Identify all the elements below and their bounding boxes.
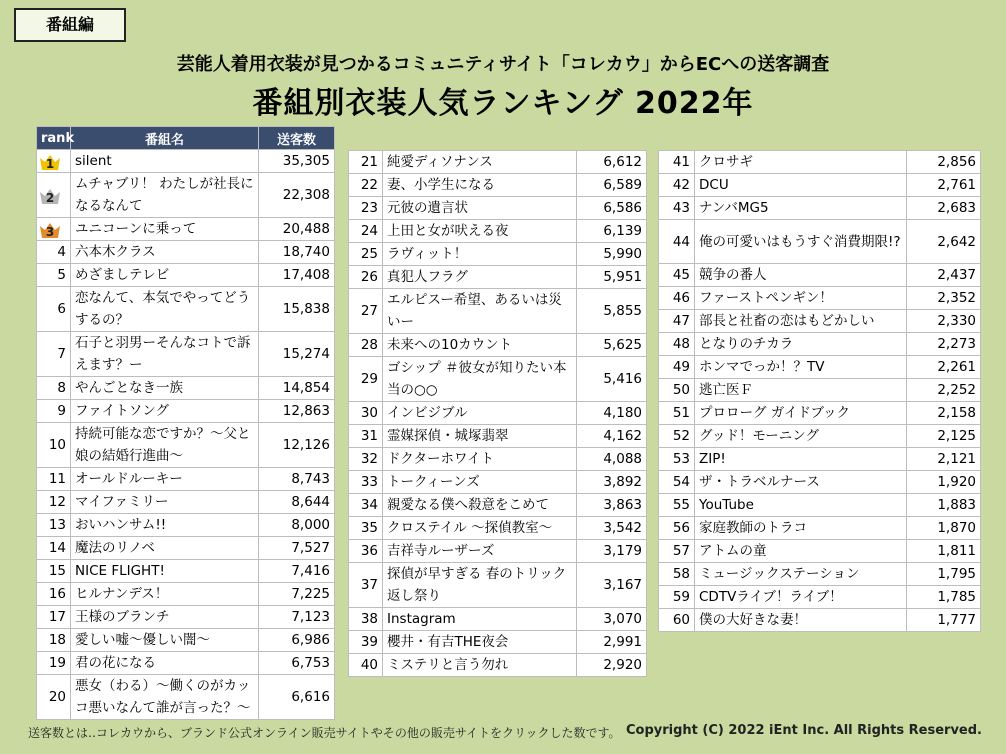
program-name: ミステリと言う勿れ xyxy=(383,654,577,677)
referral-count: 22,308 xyxy=(259,173,335,218)
rank-number: 8 xyxy=(37,377,71,400)
referral-count: 2,158 xyxy=(907,402,981,425)
referral-count: 2,856 xyxy=(907,151,981,174)
ranking-row xyxy=(659,220,981,264)
ranking-row xyxy=(349,425,647,448)
ranking-row xyxy=(349,448,647,471)
program-name: Instagram xyxy=(383,608,577,631)
ranking-table-3 xyxy=(658,150,981,632)
rank-number: 16 xyxy=(37,583,71,606)
program-name: ZIP! xyxy=(695,448,907,471)
referral-count: 8,000 xyxy=(259,514,335,537)
referral-count: 4,162 xyxy=(577,425,647,448)
program-name: ザ・トラベルナース xyxy=(695,471,907,494)
rank-number: 39 xyxy=(349,631,383,654)
referral-count: 5,951 xyxy=(577,266,647,289)
ranking-row xyxy=(349,243,647,266)
rank-number: 23 xyxy=(349,197,383,220)
ranking-row xyxy=(37,514,335,537)
referral-count: 2,125 xyxy=(907,425,981,448)
rank-number: 42 xyxy=(659,174,695,197)
ranking-row xyxy=(37,150,335,173)
rank-number: 44 xyxy=(659,220,695,264)
ranking-row xyxy=(349,151,647,174)
referral-count: 3,892 xyxy=(577,471,647,494)
program-name: 未来への10カウント xyxy=(383,334,577,357)
rank-number: 47 xyxy=(659,310,695,333)
referral-count: 3,070 xyxy=(577,608,647,631)
referral-count: 2,261 xyxy=(907,356,981,379)
ranking-row xyxy=(37,264,335,287)
rank-number: 35 xyxy=(349,517,383,540)
program-name: ゴシップ ＃彼女が知りたい本当の○○ xyxy=(383,357,577,402)
ranking-row xyxy=(349,494,647,517)
referral-count: 8,743 xyxy=(259,468,335,491)
ranking-table-2 xyxy=(348,150,647,677)
ranking-row xyxy=(37,332,335,377)
rank-number: 38 xyxy=(349,608,383,631)
rank-number: 2 xyxy=(45,191,55,205)
ranking-row xyxy=(349,402,647,425)
program-name: グッド！モーニング xyxy=(695,425,907,448)
header-name: 番組名 xyxy=(71,127,259,150)
referral-count: 14,854 xyxy=(259,377,335,400)
ranking-row xyxy=(349,471,647,494)
rank-number: 9 xyxy=(37,400,71,423)
referral-count: 3,179 xyxy=(577,540,647,563)
header-value: 送客数 xyxy=(259,127,335,150)
referral-count: 2,330 xyxy=(907,310,981,333)
program-name: となりのチカラ xyxy=(695,333,907,356)
program-name: ミュージックステーション xyxy=(695,563,907,586)
category-badge: 番組編 xyxy=(14,8,126,42)
referral-count: 2,273 xyxy=(907,333,981,356)
program-name: クロサギ xyxy=(695,151,907,174)
rank-number: 33 xyxy=(349,471,383,494)
program-name: 霊媒探偵・城塚翡翠 xyxy=(383,425,577,448)
rank-crown-cell xyxy=(37,150,71,173)
rank-number: 46 xyxy=(659,287,695,310)
ranking-row xyxy=(659,586,981,609)
program-name: トークィーンズ xyxy=(383,471,577,494)
ranking-row xyxy=(37,652,335,675)
ranking-row xyxy=(659,494,981,517)
program-name: ホンマでっか！？TV xyxy=(695,356,907,379)
referral-count: 5,990 xyxy=(577,243,647,266)
rank-number: 59 xyxy=(659,586,695,609)
rank-number: 41 xyxy=(659,151,695,174)
copyright: Copyright (C) 2022 iEnt Inc. All Rights Reserved. xyxy=(625,723,982,738)
ranking-row xyxy=(37,241,335,264)
program-name: 恋なんて、本気でやってどうするの？ xyxy=(71,287,259,332)
referral-count: 2,121 xyxy=(907,448,981,471)
referral-count: 6,753 xyxy=(259,652,335,675)
ranking-row xyxy=(659,540,981,563)
program-name: オールドルーキー xyxy=(71,468,259,491)
rank-number: 56 xyxy=(659,517,695,540)
ranking-row xyxy=(349,174,647,197)
rank-number: 10 xyxy=(37,423,71,468)
program-name: クロステイル ～探偵教室～ xyxy=(383,517,577,540)
ranking-row xyxy=(659,517,981,540)
referral-count: 2,252 xyxy=(907,379,981,402)
ranking-row xyxy=(37,173,335,218)
rank-number: 51 xyxy=(659,402,695,425)
ranking-row xyxy=(659,402,981,425)
program-name: 王様のブランチ xyxy=(71,606,259,629)
program-name: 逃亡医Ｆ xyxy=(695,379,907,402)
referral-count: 35,305 xyxy=(259,150,335,173)
ranking-row xyxy=(349,334,647,357)
referral-count: 7,123 xyxy=(259,606,335,629)
rank-number: 58 xyxy=(659,563,695,586)
program-name: 六本木クラス xyxy=(71,241,259,264)
ranking-row xyxy=(659,174,981,197)
rank-number: 52 xyxy=(659,425,695,448)
ranking-row xyxy=(659,425,981,448)
rank-number: 34 xyxy=(349,494,383,517)
referral-count: 15,838 xyxy=(259,287,335,332)
program-name: 探偵が早すぎる 春のトリック返し祭り xyxy=(383,563,577,608)
rank-number: 53 xyxy=(659,448,695,471)
ranking-row xyxy=(349,266,647,289)
ranking-row xyxy=(37,400,335,423)
rank-number: 3 xyxy=(45,225,55,239)
program-name: ユニコーンに乗って xyxy=(71,218,259,241)
rank-number: 30 xyxy=(349,402,383,425)
page-title: 番組別衣装人気ランキング 2022年 xyxy=(252,86,754,121)
ranking-row xyxy=(37,423,335,468)
program-name: 持続可能な恋ですか？～父と娘の結婚行進曲～ xyxy=(71,423,259,468)
rank-crown-cell xyxy=(37,173,71,218)
ranking-row xyxy=(37,287,335,332)
program-name: ムチャブリ！ わたしが社長になるなんて xyxy=(71,173,259,218)
program-name: 吉祥寺ルーザーズ xyxy=(383,540,577,563)
rank-number: 5 xyxy=(37,264,71,287)
rank-number: 4 xyxy=(37,241,71,264)
ranking-row xyxy=(349,517,647,540)
program-name: 石子と羽男ーそんなコトで訴えます？ー xyxy=(71,332,259,377)
program-name: DCU xyxy=(695,174,907,197)
rank-number: 22 xyxy=(349,174,383,197)
program-name: 愛しい嘘～優しい闇～ xyxy=(71,629,259,652)
program-name: めざましテレビ xyxy=(71,264,259,287)
rank-number: 24 xyxy=(349,220,383,243)
ranking-row xyxy=(659,310,981,333)
rank-number: 60 xyxy=(659,609,695,632)
rank-number: 37 xyxy=(349,563,383,608)
ranking-row xyxy=(37,468,335,491)
referral-count: 7,416 xyxy=(259,560,335,583)
program-name: ヒルナンデス！ xyxy=(71,583,259,606)
program-name: 俺の可愛いはもうすぐ消費期限!? xyxy=(695,220,907,264)
referral-count: 6,986 xyxy=(259,629,335,652)
rank-number: 27 xyxy=(349,289,383,334)
ranking-row xyxy=(37,606,335,629)
ranking-row xyxy=(349,563,647,608)
program-name: YouTube xyxy=(695,494,907,517)
program-name: インビジブル xyxy=(383,402,577,425)
rank-crown-cell xyxy=(37,218,71,241)
rank-number: 19 xyxy=(37,652,71,675)
referral-count: 17,408 xyxy=(259,264,335,287)
ranking-table-1 xyxy=(36,126,335,720)
referral-count: 20,488 xyxy=(259,218,335,241)
referral-count: 6,139 xyxy=(577,220,647,243)
referral-count: 5,625 xyxy=(577,334,647,357)
ranking-row xyxy=(349,540,647,563)
rank-number: 40 xyxy=(349,654,383,677)
referral-count: 6,586 xyxy=(577,197,647,220)
ranking-row xyxy=(37,560,335,583)
referral-count: 2,352 xyxy=(907,287,981,310)
rank-number: 18 xyxy=(37,629,71,652)
ranking-row xyxy=(37,491,335,514)
referral-count: 2,437 xyxy=(907,264,981,287)
crown-icon xyxy=(39,187,57,203)
referral-count: 12,126 xyxy=(259,423,335,468)
ranking-row xyxy=(659,197,981,220)
ranking-row xyxy=(659,287,981,310)
program-name: ファーストペンギン！ xyxy=(695,287,907,310)
rank-number: 32 xyxy=(349,448,383,471)
referral-count: 3,863 xyxy=(577,494,647,517)
rank-number: 14 xyxy=(37,537,71,560)
referral-count: 4,088 xyxy=(577,448,647,471)
referral-count: 6,616 xyxy=(259,675,335,720)
rank-number: 43 xyxy=(659,197,695,220)
rank-number: 21 xyxy=(349,151,383,174)
program-name: silent xyxy=(71,150,259,173)
referral-count: 1,777 xyxy=(907,609,981,632)
referral-count: 6,589 xyxy=(577,174,647,197)
referral-count: 3,167 xyxy=(577,563,647,608)
referral-count: 2,761 xyxy=(907,174,981,197)
rank-number: 45 xyxy=(659,264,695,287)
referral-count: 15,274 xyxy=(259,332,335,377)
ranking-row xyxy=(349,608,647,631)
referral-count: 18,740 xyxy=(259,241,335,264)
ranking-row xyxy=(659,151,981,174)
rank-number: 26 xyxy=(349,266,383,289)
program-name: おいハンサム!! xyxy=(71,514,259,537)
program-name: 悪女（わる）～働くのがカッコ悪いなんて誰が言った？～ xyxy=(71,675,259,720)
rank-number: 11 xyxy=(37,468,71,491)
program-name: 櫻井・有吉THE夜会 xyxy=(383,631,577,654)
program-name: ファイトソング xyxy=(71,400,259,423)
referral-count: 2,920 xyxy=(577,654,647,677)
program-name: ナンバMG5 xyxy=(695,197,907,220)
referral-count: 2,991 xyxy=(577,631,647,654)
ranking-row xyxy=(349,631,647,654)
referral-count: 1,811 xyxy=(907,540,981,563)
rank-number: 55 xyxy=(659,494,695,517)
crown-icon xyxy=(39,221,57,237)
ranking-row xyxy=(659,609,981,632)
program-name: 上田と女が吠える夜 xyxy=(383,220,577,243)
program-name: NICE FLIGHT! xyxy=(71,560,259,583)
ranking-row xyxy=(349,357,647,402)
rank-number: 15 xyxy=(37,560,71,583)
ranking-row xyxy=(37,675,335,720)
referral-count: 6,612 xyxy=(577,151,647,174)
program-name: 競争の番人 xyxy=(695,264,907,287)
ranking-row xyxy=(349,289,647,334)
referral-count: 5,855 xyxy=(577,289,647,334)
program-name: ドクターホワイト xyxy=(383,448,577,471)
rank-number: 36 xyxy=(349,540,383,563)
referral-count: 1,785 xyxy=(907,586,981,609)
rank-number: 1 xyxy=(45,157,55,171)
ranking-row xyxy=(659,333,981,356)
program-name: やんごとなき一族 xyxy=(71,377,259,400)
referral-count: 1,870 xyxy=(907,517,981,540)
ranking-row xyxy=(37,583,335,606)
ranking-row xyxy=(659,379,981,402)
program-name: 部長と社畜の恋はもどかしい xyxy=(695,310,907,333)
ranking-row xyxy=(349,220,647,243)
rank-number: 28 xyxy=(349,334,383,357)
footnote: 送客数とは‥コレカウから、ブランド公式オンライン販売サイトやその他の販売サイトをクリックした数です。 xyxy=(28,726,621,740)
rank-number: 6 xyxy=(37,287,71,332)
referral-count: 1,795 xyxy=(907,563,981,586)
rank-number: 13 xyxy=(37,514,71,537)
program-name: 純愛ディソナンス xyxy=(383,151,577,174)
referral-count: 1,920 xyxy=(907,471,981,494)
ranking-row xyxy=(37,629,335,652)
rank-number: 31 xyxy=(349,425,383,448)
referral-count: 1,883 xyxy=(907,494,981,517)
rank-number: 12 xyxy=(37,491,71,514)
rank-number: 50 xyxy=(659,379,695,402)
rank-number: 48 xyxy=(659,333,695,356)
program-name: プロローグ ガイドブック xyxy=(695,402,907,425)
referral-count: 4,180 xyxy=(577,402,647,425)
program-name: CDTVライブ！ライブ！ xyxy=(695,586,907,609)
rank-number: 54 xyxy=(659,471,695,494)
rank-number: 7 xyxy=(37,332,71,377)
ranking-row xyxy=(659,471,981,494)
program-name: マイファミリー xyxy=(71,491,259,514)
ranking-row xyxy=(37,537,335,560)
ranking-row xyxy=(37,377,335,400)
crown-icon xyxy=(39,153,57,169)
referral-count: 7,527 xyxy=(259,537,335,560)
header-rank: rank xyxy=(37,127,71,150)
program-name: 真犯人フラグ xyxy=(383,266,577,289)
referral-count: 5,416 xyxy=(577,357,647,402)
page-subtitle: 芸能人着用衣装が見つかるコミュニティサイト「コレカウ」からECへの送客調査 xyxy=(176,54,830,75)
ranking-row xyxy=(349,654,647,677)
program-name: 元彼の遺言状 xyxy=(383,197,577,220)
referral-count: 7,225 xyxy=(259,583,335,606)
program-name: エルピスー希望、あるいは災いー xyxy=(383,289,577,334)
ranking-row xyxy=(659,448,981,471)
rank-number: 20 xyxy=(37,675,71,720)
ranking-row xyxy=(349,197,647,220)
ranking-row xyxy=(659,356,981,379)
referral-count: 8,644 xyxy=(259,491,335,514)
program-name: 家庭教師のトラコ xyxy=(695,517,907,540)
ranking-row xyxy=(659,264,981,287)
referral-count: 2,642 xyxy=(907,220,981,264)
program-name: ラヴィット！ xyxy=(383,243,577,266)
program-name: 親愛なる僕へ殺意をこめて xyxy=(383,494,577,517)
referral-count: 2,683 xyxy=(907,197,981,220)
program-name: 妻、小学生になる xyxy=(383,174,577,197)
rank-number: 49 xyxy=(659,356,695,379)
rank-number: 17 xyxy=(37,606,71,629)
referral-count: 12,863 xyxy=(259,400,335,423)
rank-number: 57 xyxy=(659,540,695,563)
rank-number: 25 xyxy=(349,243,383,266)
program-name: 君の花になる xyxy=(71,652,259,675)
ranking-row xyxy=(37,218,335,241)
program-name: アトムの童 xyxy=(695,540,907,563)
referral-count: 3,542 xyxy=(577,517,647,540)
rank-number: 29 xyxy=(349,357,383,402)
program-name: 魔法のリノベ xyxy=(71,537,259,560)
program-name: 僕の大好きな妻！ xyxy=(695,609,907,632)
ranking-row xyxy=(659,563,981,586)
